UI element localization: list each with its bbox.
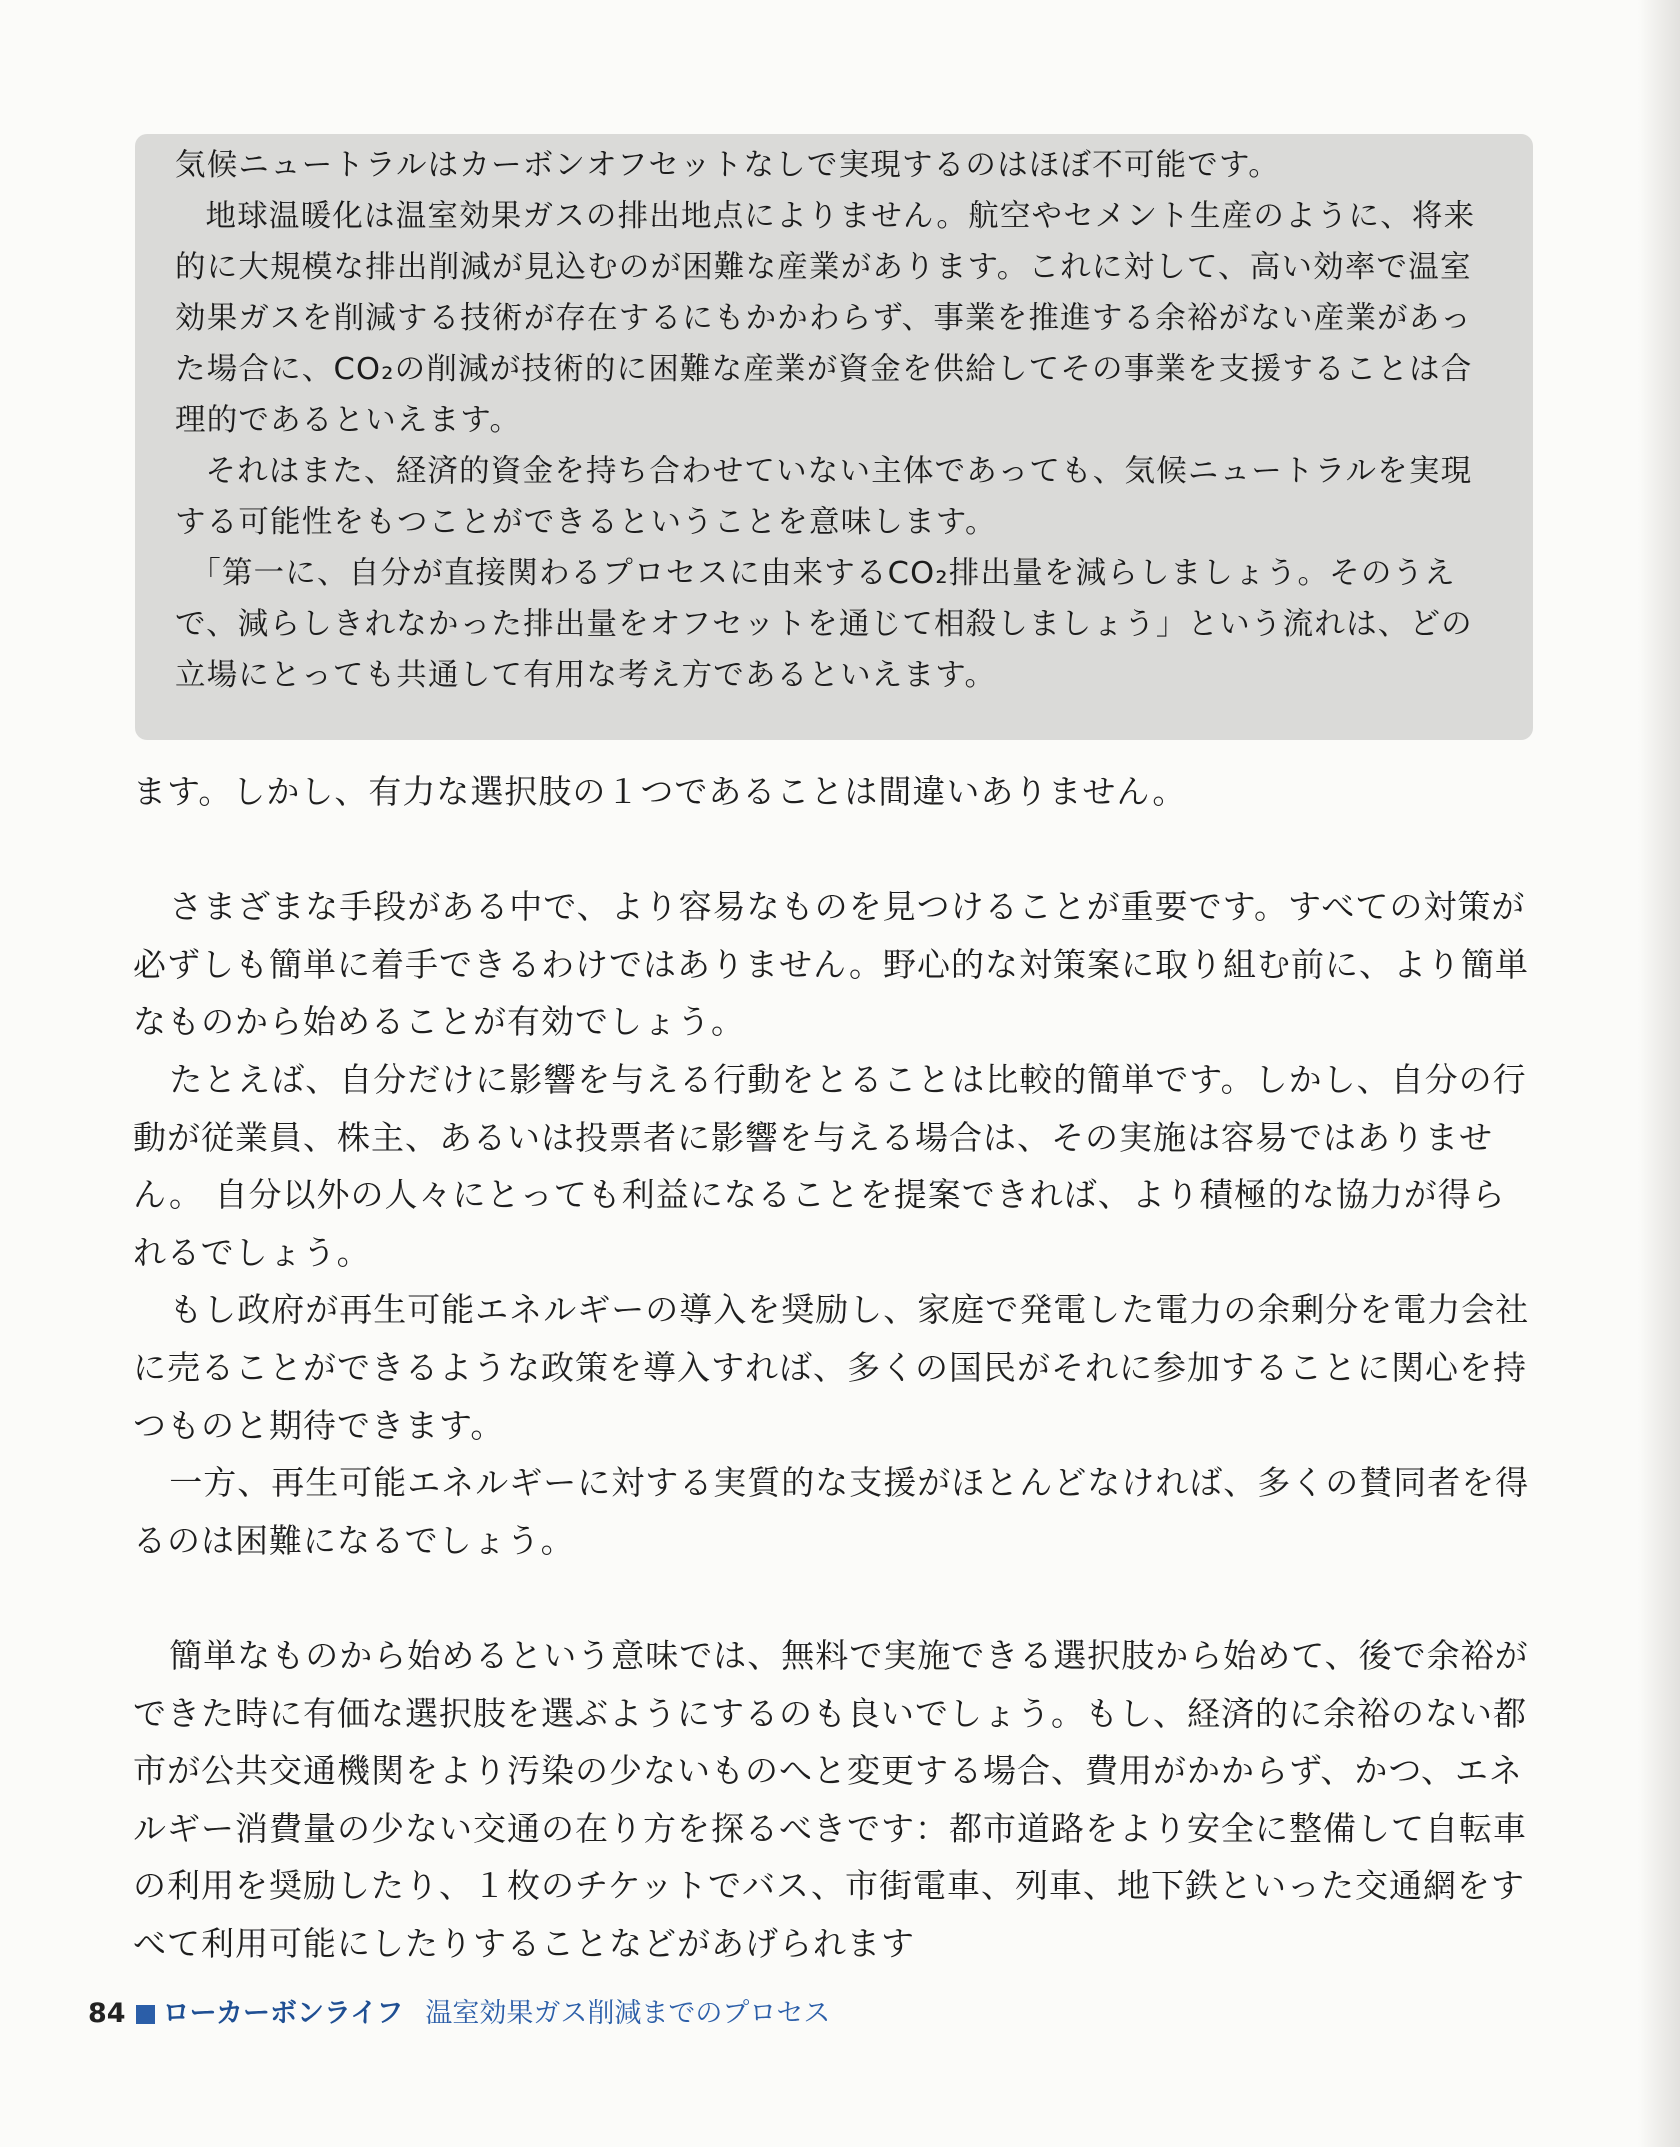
body-paragraph: 一方、再生可能エネルギーに対する実質的な支援がほとんどなければ、多くの賛同者を得るのは困難になるでしょう。 xyxy=(133,1463,1530,1560)
box-paragraph: それはまた、経済的資金を持ち合わせていない主体であっても、気候ニュートラルを実現する可能性をもつことができるということを意味します。 xyxy=(175,454,1473,540)
book-title: ローカーボンライフ xyxy=(162,1998,404,2029)
square-bullet-icon xyxy=(136,2005,155,2024)
sidebar-box xyxy=(135,134,1533,740)
body-paragraph: たとえば、自分だけに影響を与える行動をとることは比較的簡単です。しかし、自分の行動が従業員、株主、あるいは投票者に影響を与える場合は、その実施は容易ではありません。 自分以外の人々にとっても利益になることを提案できれば、より積極的な協力が得られるでしょう。 xyxy=(133,1059,1527,1272)
body-paragraph: さまざまな手段がある中で、より容易なものを見つけることが重要です。すべての対策が必ずしも簡単に着手できるわけではありません。野心的な対策案に取り組む前に、より簡単なものから始めることが有効でしょう。 xyxy=(133,887,1529,1042)
box-paragraph: 地球温暖化は温室効果ガスの排出地点によりません。航空やセメント生産のように、将来的に大規模な排出削減が見込むのが困難な産業があります。これに対して、高い効率で温室効果ガスを削減する技術が存在するにもかかわらず、事業を推進する余裕がない産業があった場合に、CO₂の削減が技術的に困難な産業が資金を供給してその事業を支援することは合理的であるといえます。 xyxy=(175,199,1476,438)
main-body-text xyxy=(133,763,1533,1972)
body-paragraph: もし政府が再生可能エネルギーの導入を奨励し、家庭で発電した電力の余剰分を電力会社に売ることができるような政策を導入すれば、多くの国民がそれに参加することに関心を持つものと期待できます。 xyxy=(133,1290,1530,1445)
paragraph-gap xyxy=(133,821,1533,879)
body-paragraph: ます。しかし、有力な選択肢の１つであることは間違いありません。 xyxy=(133,772,1187,811)
page-number: 84 xyxy=(88,1998,126,2029)
page-edge-shadow xyxy=(1638,0,1680,2147)
body-paragraph: 簡単なものから始めるという意味では、無料で実施できる選択肢から始めて、後で余裕ができた時に有価な選択肢を選ぶようにするのも良いでしょう。もし、経済的に余裕のない都市が公共交通機関をより汚染の少ないものへと変更する場合、費用がかからず、かつ、エネルギー消費量の少ない交通の在り方を探るべきです：都市道路をより安全に整備して自転車の利用を奨励したり、１枚のチケットでバス、市街電車、列車、地下鉄といった交通網をすべて利用可能にしたりすることなどがあげられます xyxy=(133,1635,1529,1963)
box-paragraph: 気候ニュートラルはカーボンオフセットなしで実現するのはほぼ不可能です。 xyxy=(175,148,1280,183)
paragraph-gap xyxy=(133,1569,1533,1627)
chapter-title: 温室効果ガス削減までのプロセス xyxy=(425,1998,831,2029)
box-paragraph: 「第一に、自分が直接関わるプロセスに由来するCO₂排出量を減らしましょう。そのうえで、減らしきれなかった排出量をオフセットを通じて相殺しましょう」という流れは、どの立場にとっても共通して有用な考え方であるといえます。 xyxy=(175,556,1473,693)
page-footer xyxy=(88,1994,830,2034)
